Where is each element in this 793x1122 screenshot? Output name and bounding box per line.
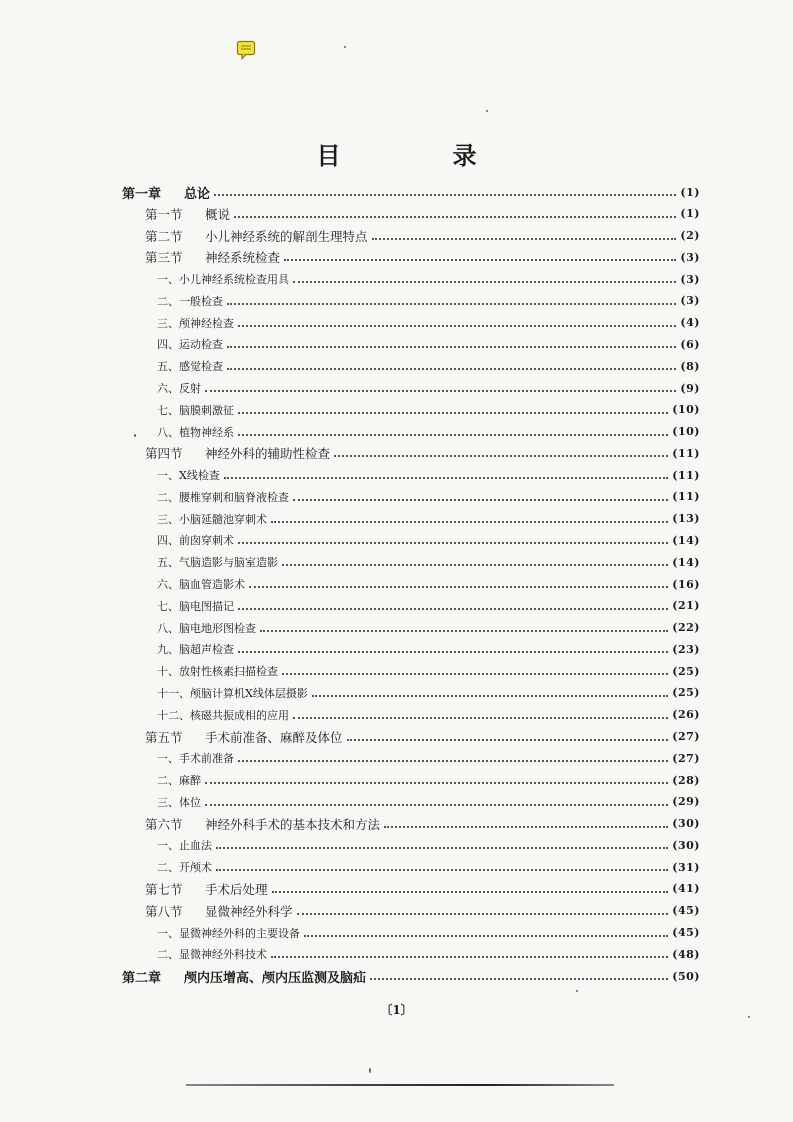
toc-leader-dots	[272, 891, 669, 893]
toc-entry-number: 第六节	[145, 816, 183, 832]
toc-leader-dots	[304, 935, 668, 937]
toc-entry[interactable]	[157, 770, 700, 790]
toc-entry-number: 六、	[157, 578, 179, 592]
toc-page-number: (13)	[672, 512, 700, 526]
toc-leader-dots	[372, 238, 677, 240]
toc-leader-dots	[234, 216, 676, 218]
toc-entry[interactable]	[157, 552, 700, 572]
toc-entry-title: 气脑造影与脑室造影	[179, 556, 278, 570]
toc-page-number: (2)	[680, 229, 700, 243]
toc-entry[interactable]	[157, 661, 700, 681]
toc-entry-number: 十一、	[157, 686, 190, 700]
toc-page-number: (14)	[672, 533, 700, 547]
toc-entry[interactable]	[157, 487, 700, 507]
toc-entry-title: 麻醉	[179, 774, 201, 788]
toc-page-number: (14)	[672, 555, 700, 569]
toc-entry-label	[157, 271, 289, 287]
toc-entry-label	[157, 620, 256, 636]
toc-entry-number: 第七节	[145, 881, 183, 897]
toc-entry-title: 腰椎穿刺和脑脊液检查	[179, 490, 289, 504]
toc-entry[interactable]	[157, 530, 700, 550]
toc-entry[interactable]	[145, 879, 700, 899]
toc-page-number: (25)	[672, 664, 700, 678]
toc-entry[interactable]	[145, 727, 700, 747]
toc-leader-dots	[205, 390, 676, 392]
toc-entry[interactable]	[157, 509, 700, 529]
toc-entry-label	[145, 444, 330, 462]
toc-entry-number: 五、	[157, 556, 179, 570]
toc-page-number: (4)	[680, 316, 700, 330]
toc-entry-number: 第三节	[145, 250, 183, 266]
toc-page-number: (1)	[680, 207, 700, 221]
toc-entry[interactable]	[122, 182, 700, 202]
toc-entry-title: 反射	[179, 382, 201, 396]
toc-leader-dots	[224, 477, 668, 479]
toc-entry-title: 小儿神经系统检查用具	[179, 273, 289, 287]
toc-entry[interactable]	[145, 204, 700, 224]
toc-page-number: (11)	[672, 446, 700, 460]
toc-entry[interactable]	[157, 574, 700, 594]
toc-page-number: (28)	[672, 773, 700, 787]
toc-entry-number: 二、	[157, 490, 179, 504]
toc-leader-dots	[238, 608, 668, 610]
toc-leader-dots	[282, 564, 668, 566]
toc-entry-title: 开颅术	[179, 861, 212, 875]
toc-entry-title: 手术前准备、麻醉及体位	[205, 729, 343, 745]
toc-entry-title: 脑超声检查	[179, 643, 234, 657]
toc-entry-label	[157, 750, 234, 766]
scan-speck	[576, 990, 578, 992]
toc-leader-dots	[238, 542, 668, 544]
toc-entry-number: 十二、	[157, 708, 190, 722]
toc-entry-number: 十、	[157, 665, 179, 679]
scan-speck	[486, 110, 488, 112]
toc-entry-number: 四、	[157, 338, 179, 352]
toc-entry-label	[157, 576, 245, 592]
toc-leader-dots	[271, 956, 668, 958]
toc-leader-dots	[249, 586, 668, 588]
toc-entry-label	[157, 685, 308, 701]
toc-entry-title: 植物神经系	[179, 425, 234, 439]
toc-leader-dots	[214, 194, 676, 196]
toc-entry[interactable]	[157, 639, 700, 659]
toc-entry-title: 止血法	[179, 839, 212, 853]
toc-entry-number: 三、	[157, 316, 179, 330]
toc-entry-number: 一、	[157, 926, 179, 940]
toc-entry-number: 第二章	[122, 970, 162, 986]
toc-entry-title: 神经外科的辅助性检查	[205, 446, 331, 462]
toc-entry-number: 七、	[157, 403, 179, 417]
toc-entry-label	[145, 728, 343, 746]
toc-entry-title: 概说	[205, 206, 231, 222]
toc-entry[interactable]	[145, 814, 700, 834]
toc-entry-title: 体位	[179, 795, 201, 809]
toc-entry-number: 六、	[157, 382, 179, 396]
toc-page-number: (45)	[672, 904, 700, 918]
toc-entry[interactable]	[157, 378, 700, 398]
toc-entry-title: 脑血管造影术	[179, 578, 245, 592]
toc-entry-label	[157, 532, 234, 548]
toc-leader-dots	[293, 281, 676, 283]
toc-leader-dots	[334, 455, 668, 457]
toc-entry-label	[145, 248, 280, 266]
toc-entry[interactable]	[157, 683, 700, 703]
toc-entry-number: 二、	[157, 948, 179, 962]
toc-entry-label	[157, 794, 201, 810]
scan-edge-line	[186, 1084, 614, 1086]
toc-entry-title: 总论	[184, 186, 211, 202]
toc-leader-dots	[384, 826, 668, 828]
toc-page-number: (1)	[680, 185, 700, 199]
toc-entry-number: 第一节	[145, 206, 183, 222]
toc-entry-number: 第八节	[145, 903, 183, 919]
toc-entry-title: 神经外科手术的基本技术和方法	[205, 816, 381, 832]
toc-leader-dots	[238, 325, 676, 327]
toc-page-number: (27)	[672, 751, 700, 765]
toc-entry[interactable]	[157, 465, 700, 485]
toc-page-number: (30)	[672, 838, 700, 852]
toc-entry-label	[157, 598, 234, 614]
comment-note-icon[interactable]	[236, 40, 256, 60]
toc-entry[interactable]	[157, 705, 700, 725]
toc-entry-label	[157, 380, 201, 396]
toc-entry-number: 八、	[157, 425, 179, 439]
toc-entry[interactable]	[157, 857, 700, 877]
toc-leader-dots	[205, 782, 668, 784]
toc-entry-label	[157, 772, 201, 788]
toc-entry-label	[157, 859, 212, 875]
toc-entry[interactable]	[157, 792, 700, 812]
toc-leader-dots	[205, 804, 668, 806]
toc-entry-number: 第二节	[145, 228, 183, 244]
toc-leader-dots	[312, 695, 668, 697]
toc-entry[interactable]	[157, 269, 700, 289]
toc-entry-title: 手术前准备	[179, 752, 234, 766]
toc-page-number: (3)	[680, 250, 700, 264]
toc-entry-label	[145, 815, 380, 833]
toc-entry[interactable]	[145, 901, 700, 921]
toc-entry-label	[157, 402, 234, 418]
toc-entry-title: X线检查	[179, 469, 220, 483]
toc-entry-title: 神经系统检查	[205, 250, 281, 266]
toc-entry[interactable]	[145, 226, 700, 246]
toc-entry-title: 小脑延髓池穿刺术	[179, 512, 267, 526]
toc-entry-title: 显微神经外科学	[205, 903, 293, 919]
toc-leader-dots	[271, 521, 668, 523]
toc-entry-title: 脑电图描记	[179, 599, 234, 613]
toc-entry-label	[157, 925, 300, 941]
toc-page-number: (25)	[672, 686, 700, 700]
toc-entry[interactable]	[157, 618, 700, 638]
toc-entry-number: 第五节	[145, 729, 183, 745]
toc-entry-number: 九、	[157, 643, 179, 657]
toc-entry-title: 运动检查	[179, 338, 223, 352]
toc-page-number: (10)	[672, 425, 700, 439]
scan-speck	[134, 434, 136, 437]
toc-entry-number: 四、	[157, 534, 179, 548]
toc-entry[interactable]	[157, 422, 700, 442]
toc-page-number: (50)	[672, 969, 700, 983]
toc-entry-number: 一、	[157, 839, 179, 853]
toc-entry-label	[145, 227, 368, 245]
scan-speck	[748, 1016, 750, 1018]
toc-entry-label	[157, 424, 234, 440]
page-number: 〔1〕	[380, 1003, 413, 1017]
toc-entry[interactable]	[145, 443, 700, 463]
toc-leader-dots	[282, 673, 668, 675]
scan-speck	[344, 46, 346, 48]
toc-leader-dots	[216, 847, 668, 849]
toc-entry-number: 二、	[157, 861, 179, 875]
toc-leader-dots	[347, 739, 669, 741]
toc-entry[interactable]	[157, 313, 700, 333]
toc-entry[interactable]	[157, 596, 700, 616]
toc-entry[interactable]	[145, 247, 700, 267]
toc-entry-title: 脑电地形图检查	[179, 621, 256, 635]
toc-page-number: (23)	[672, 642, 700, 656]
toc-entry-label	[157, 837, 212, 853]
toc-page-number: (9)	[680, 381, 700, 395]
toc-entry[interactable]	[122, 966, 700, 986]
toc-entry-label	[157, 315, 234, 331]
toc-entry-number: 第四节	[145, 446, 183, 462]
toc-leader-dots	[370, 978, 668, 980]
toc-entry-label	[157, 946, 267, 962]
toc-entry-label	[122, 183, 210, 202]
toc-entry-label	[157, 467, 220, 483]
toc-entry-title: 放射性核素扫描检查	[179, 665, 278, 679]
toc-entry-label	[145, 205, 230, 223]
toc-page-number: (11)	[672, 468, 700, 482]
toc-page-number: (6)	[680, 337, 700, 351]
toc-page-number: (29)	[672, 795, 700, 809]
toc-entry[interactable]	[157, 748, 700, 768]
toc-entry-label	[157, 293, 223, 309]
toc-entry-title: 手术后处理	[205, 881, 268, 897]
toc-page-number: (3)	[680, 272, 700, 286]
toc-leader-dots	[293, 717, 668, 719]
toc-entry-label	[157, 358, 223, 374]
toc-leader-dots	[227, 303, 676, 305]
toc-leader-dots	[260, 630, 668, 632]
toc-entry-number: 七、	[157, 599, 179, 613]
toc-entry-label	[157, 663, 278, 679]
toc-leader-dots	[227, 346, 676, 348]
toc-entry-title: 脑膜刺激征	[179, 403, 234, 417]
toc-entry-number: 五、	[157, 360, 179, 374]
toc-entry-title: 颅内压增高、颅内压监测及脑疝	[184, 970, 367, 986]
toc-leader-dots	[238, 651, 668, 653]
toc-entry-number: 二、	[157, 294, 179, 308]
toc-entry-number: 第一章	[122, 186, 162, 202]
toc-entry[interactable]	[157, 400, 700, 420]
toc-entry-label	[157, 511, 267, 527]
toc-entry-title: 显微神经外科技术	[179, 948, 267, 962]
toc-entry[interactable]	[157, 334, 700, 354]
toc-page-number: (48)	[672, 947, 700, 961]
toc-entry-number: 三、	[157, 795, 179, 809]
toc-entry-title: 感觉检查	[179, 360, 223, 374]
toc-entry-label	[145, 902, 293, 920]
toc-leader-dots	[238, 760, 668, 762]
toc-entry[interactable]	[157, 291, 700, 311]
toc-entry-label	[157, 554, 278, 570]
toc-entry-number: 一、	[157, 469, 179, 483]
toc-entry-title: 前囱穿刺术	[179, 534, 234, 548]
toc-page-number: (26)	[672, 708, 700, 722]
toc-entry[interactable]	[157, 835, 700, 855]
toc-page-number: (21)	[672, 599, 700, 613]
toc-entry-title: 核磁共振成相的应用	[190, 708, 289, 722]
toc-leader-dots	[227, 368, 676, 370]
scan-speck	[369, 1068, 371, 1073]
toc-leader-dots	[284, 259, 676, 261]
toc-entry-title: 颅脑计算机X线体层摄影	[190, 686, 308, 700]
toc-entry-number: 八、	[157, 621, 179, 635]
toc-page-number: (45)	[672, 926, 700, 940]
toc-page-number: (31)	[672, 860, 700, 874]
toc-entry-label	[122, 967, 366, 986]
toc-page-number: (27)	[672, 730, 700, 743]
toc-entry-label	[157, 489, 289, 505]
toc-entry-title: 一般检查	[179, 294, 223, 308]
toc-page-number: (41)	[672, 882, 700, 896]
toc-entry-number: 一、	[157, 752, 179, 766]
toc-entry-label	[157, 336, 223, 352]
toc-page-number: (30)	[672, 817, 700, 831]
toc-entry-label	[157, 641, 234, 657]
toc-leader-dots	[238, 434, 668, 436]
toc-entry-number: 二、	[157, 774, 179, 788]
toc-entry-title: 显微神经外科的主要设备	[179, 926, 300, 940]
toc-entry[interactable]	[157, 923, 700, 943]
toc-page-number: (16)	[672, 577, 700, 591]
toc-entry[interactable]	[157, 356, 700, 376]
toc-entry-title: 颅神经检查	[179, 316, 234, 330]
toc-entry-label	[145, 880, 268, 898]
toc-page-number: (3)	[680, 294, 700, 308]
toc-entry-label	[157, 707, 289, 723]
toc-leader-dots	[293, 499, 668, 501]
page-title: 目 录	[316, 142, 521, 170]
toc-page-number: (10)	[672, 403, 700, 417]
toc-entry[interactable]	[157, 944, 700, 964]
toc-entry-number: 三、	[157, 512, 179, 526]
toc-entry-title: 小儿神经系统的解剖生理特点	[205, 228, 368, 244]
toc-leader-dots	[297, 913, 669, 915]
toc-page-number: (8)	[680, 359, 700, 373]
toc-page-number: (11)	[672, 490, 700, 504]
toc-leader-dots	[238, 412, 668, 414]
toc-leader-dots	[216, 869, 668, 871]
toc-entry-number: 一、	[157, 273, 179, 287]
toc-page-number: (22)	[672, 621, 700, 635]
